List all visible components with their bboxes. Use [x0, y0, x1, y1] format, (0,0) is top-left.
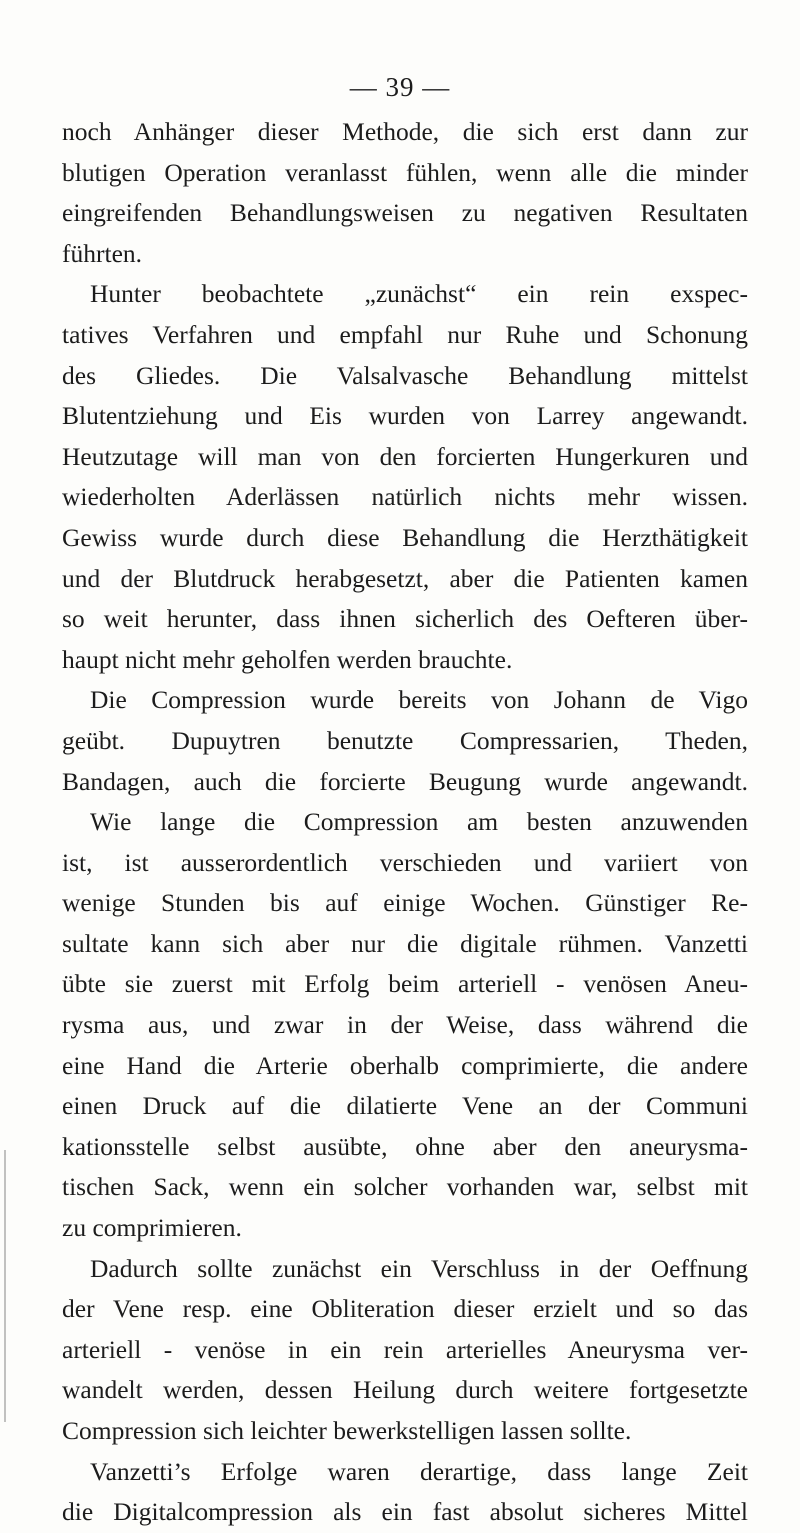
text-line: blutigen Operation veranlasst fühlen, wenn alle die minder	[62, 157, 748, 187]
text-line: haupt nicht mehr geholfen werden brauchte.	[62, 644, 513, 674]
text-line: sultate kann sich aber nur die digitale rühmen. Vanzetti	[62, 928, 748, 958]
text-line: Bandagen, auch die forcierte Beugung wurde angewandt.	[62, 766, 748, 796]
text-line: eingreifenden Behandlungsweisen zu negativen Resultaten	[62, 198, 748, 228]
body-text	[62, 112, 748, 1533]
text-line: Compression sich leichter bewerkstelligen lassen sollte.	[62, 1416, 632, 1445]
text-line: die Digitalcompression als ein fast absolut sicheres Mittel	[62, 1497, 748, 1527]
text-line: ist, ist ausserordentlich verschieden und variiert von	[62, 847, 748, 877]
text-line: Heutzutage will man von den forcierten Hungerkuren und	[62, 441, 748, 471]
text-line: eine Hand die Arterie oberhalb comprimierte, die andere	[62, 1050, 748, 1080]
text-line: tatives Verfahren und empfahl nur Ruhe und Schonung	[62, 319, 748, 349]
text-line: Hunter beobachtete „zunächst“ ein rein exspec-	[90, 279, 748, 309]
text-line: der Vene resp. eine Obliteration dieser erzielt und so das	[62, 1294, 748, 1324]
text-line: Die Compression wurde bereits von Johann de Vigo	[90, 685, 748, 715]
text-line: rysma aus, und zwar in der Weise, dass während die	[62, 1010, 748, 1040]
text-line: des Gliedes. Die Valsalvasche Behandlung mittelst	[62, 360, 748, 390]
text-line: so weit herunter, dass ihnen sicherlich des Oefteren über-	[62, 604, 748, 634]
text-line: wenige Stunden bis auf einige Wochen. Günstiger Re-	[62, 888, 748, 918]
text-line: Wie lange die Compression am besten anzuwenden	[90, 807, 748, 837]
text-line: kationsstelle selbst ausübte, ohne aber den aneurysma-	[62, 1131, 748, 1161]
text-line: noch Anhänger dieser Methode, die sich erst dann zur	[62, 117, 748, 146]
text-line: Dadurch sollte zunächst ein Verschluss in der Oeffnung	[90, 1253, 748, 1283]
page-edge-shadow	[4, 1150, 6, 1422]
text-line: wiederholten Aderlässen natürlich nichts mehr wissen.	[62, 482, 748, 512]
text-line: Blutentziehung und Eis wurden von Larrey angewandt.	[62, 401, 748, 431]
text-line: Vanzetti’s Erfolge waren derartige, dass lange Zeit	[90, 1456, 748, 1486]
text-line: Gewiss wurde durch diese Behandlung die Herzthätigkeit	[62, 522, 748, 552]
text-line: führten.	[62, 238, 143, 268]
text-line: geübt. Dupuytren benutzte Compressarien, Theden,	[62, 725, 748, 755]
text-line: wandelt werden, dessen Heilung durch weitere fortgesetzte	[62, 1375, 748, 1405]
text-line: arteriell - venöse in ein rein arterielles Aneurysma ver-	[62, 1334, 748, 1364]
page-number: — 39 —	[349, 72, 451, 102]
text-line: zu comprimieren.	[62, 1213, 242, 1243]
text-line: tischen Sack, wenn ein solcher vorhanden war, selbst mit	[62, 1172, 748, 1202]
text-line: einen Druck auf die dilatierte Vene an der Communi	[62, 1091, 748, 1121]
text-line: übte sie zuerst mit Erfolg beim arteriell - venösen Aneu-	[62, 969, 748, 999]
text-line: und der Blutdruck herabgesetzt, aber die Patienten kamen	[62, 563, 748, 593]
